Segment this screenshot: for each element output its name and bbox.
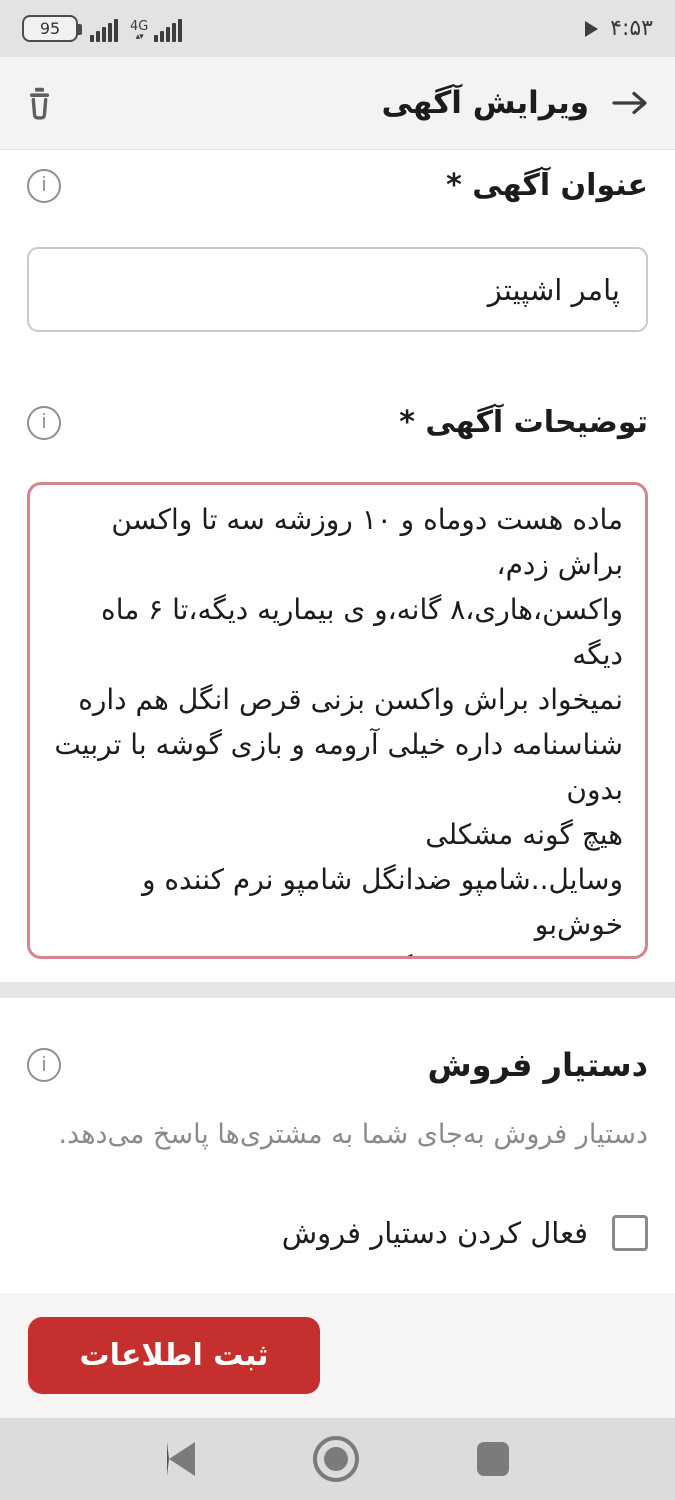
data-arrows-icon: ▴▾ [135,32,143,42]
description-label-row [0,405,675,440]
android-nav-bar [0,1418,675,1500]
title-label-row [0,168,675,203]
delete-ad-button[interactable] [26,87,53,120]
status-left-cluster [22,15,182,42]
assistant-checkbox-row [0,1215,675,1251]
signal-bars-icon-2 [154,19,182,42]
info-glyph: i [41,174,47,196]
app-header [0,57,675,150]
page-title: ویرایش آگهی [381,85,589,121]
info-glyph: i [41,411,47,433]
ad-description-textarea[interactable] [27,482,648,959]
arrow-right-icon [611,90,649,116]
back-button[interactable] [611,90,649,116]
nav-home-icon[interactable] [313,1436,359,1482]
status-bar [0,0,675,57]
description-field-label: توضیحات آگهی * [399,405,648,440]
clock-time: ۴:۵۳ [610,16,653,41]
section-divider [0,982,675,998]
header-title-group [381,85,649,121]
assistant-section-title: دستیار فروش [427,1046,648,1084]
battery-icon [22,15,78,42]
signal-bars-icon [90,19,118,42]
assistant-info-icon[interactable] [27,1048,61,1082]
status-right-cluster [585,16,653,41]
trash-icon [26,87,53,120]
nav-back-icon[interactable] [167,1442,195,1476]
assistant-title-row [0,1046,675,1084]
edit-ad-form [0,150,675,1293]
enable-assistant-checkbox[interactable] [612,1215,648,1251]
ad-title-input[interactable] [27,247,648,332]
form-footer [0,1293,675,1418]
description-info-icon[interactable] [27,406,61,440]
battery-level: 95 [39,19,61,38]
network-type-indicator [130,20,148,42]
submit-button[interactable]: ثبت اطلاعات [28,1317,320,1394]
nav-recents-icon[interactable] [477,1442,509,1476]
network-type-label: 4G [130,19,149,34]
enable-assistant-label: فعال کردن دستیار فروش [281,1216,588,1250]
title-info-icon[interactable] [27,169,61,203]
title-field-label: عنوان آگهی * [446,168,648,203]
assistant-subtitle: دستیار فروش به‌جای شما به مشتری‌ها پاسخ می‌دهد. [58,1119,648,1150]
info-glyph: i [41,1053,47,1076]
play-notification-icon [585,21,598,37]
